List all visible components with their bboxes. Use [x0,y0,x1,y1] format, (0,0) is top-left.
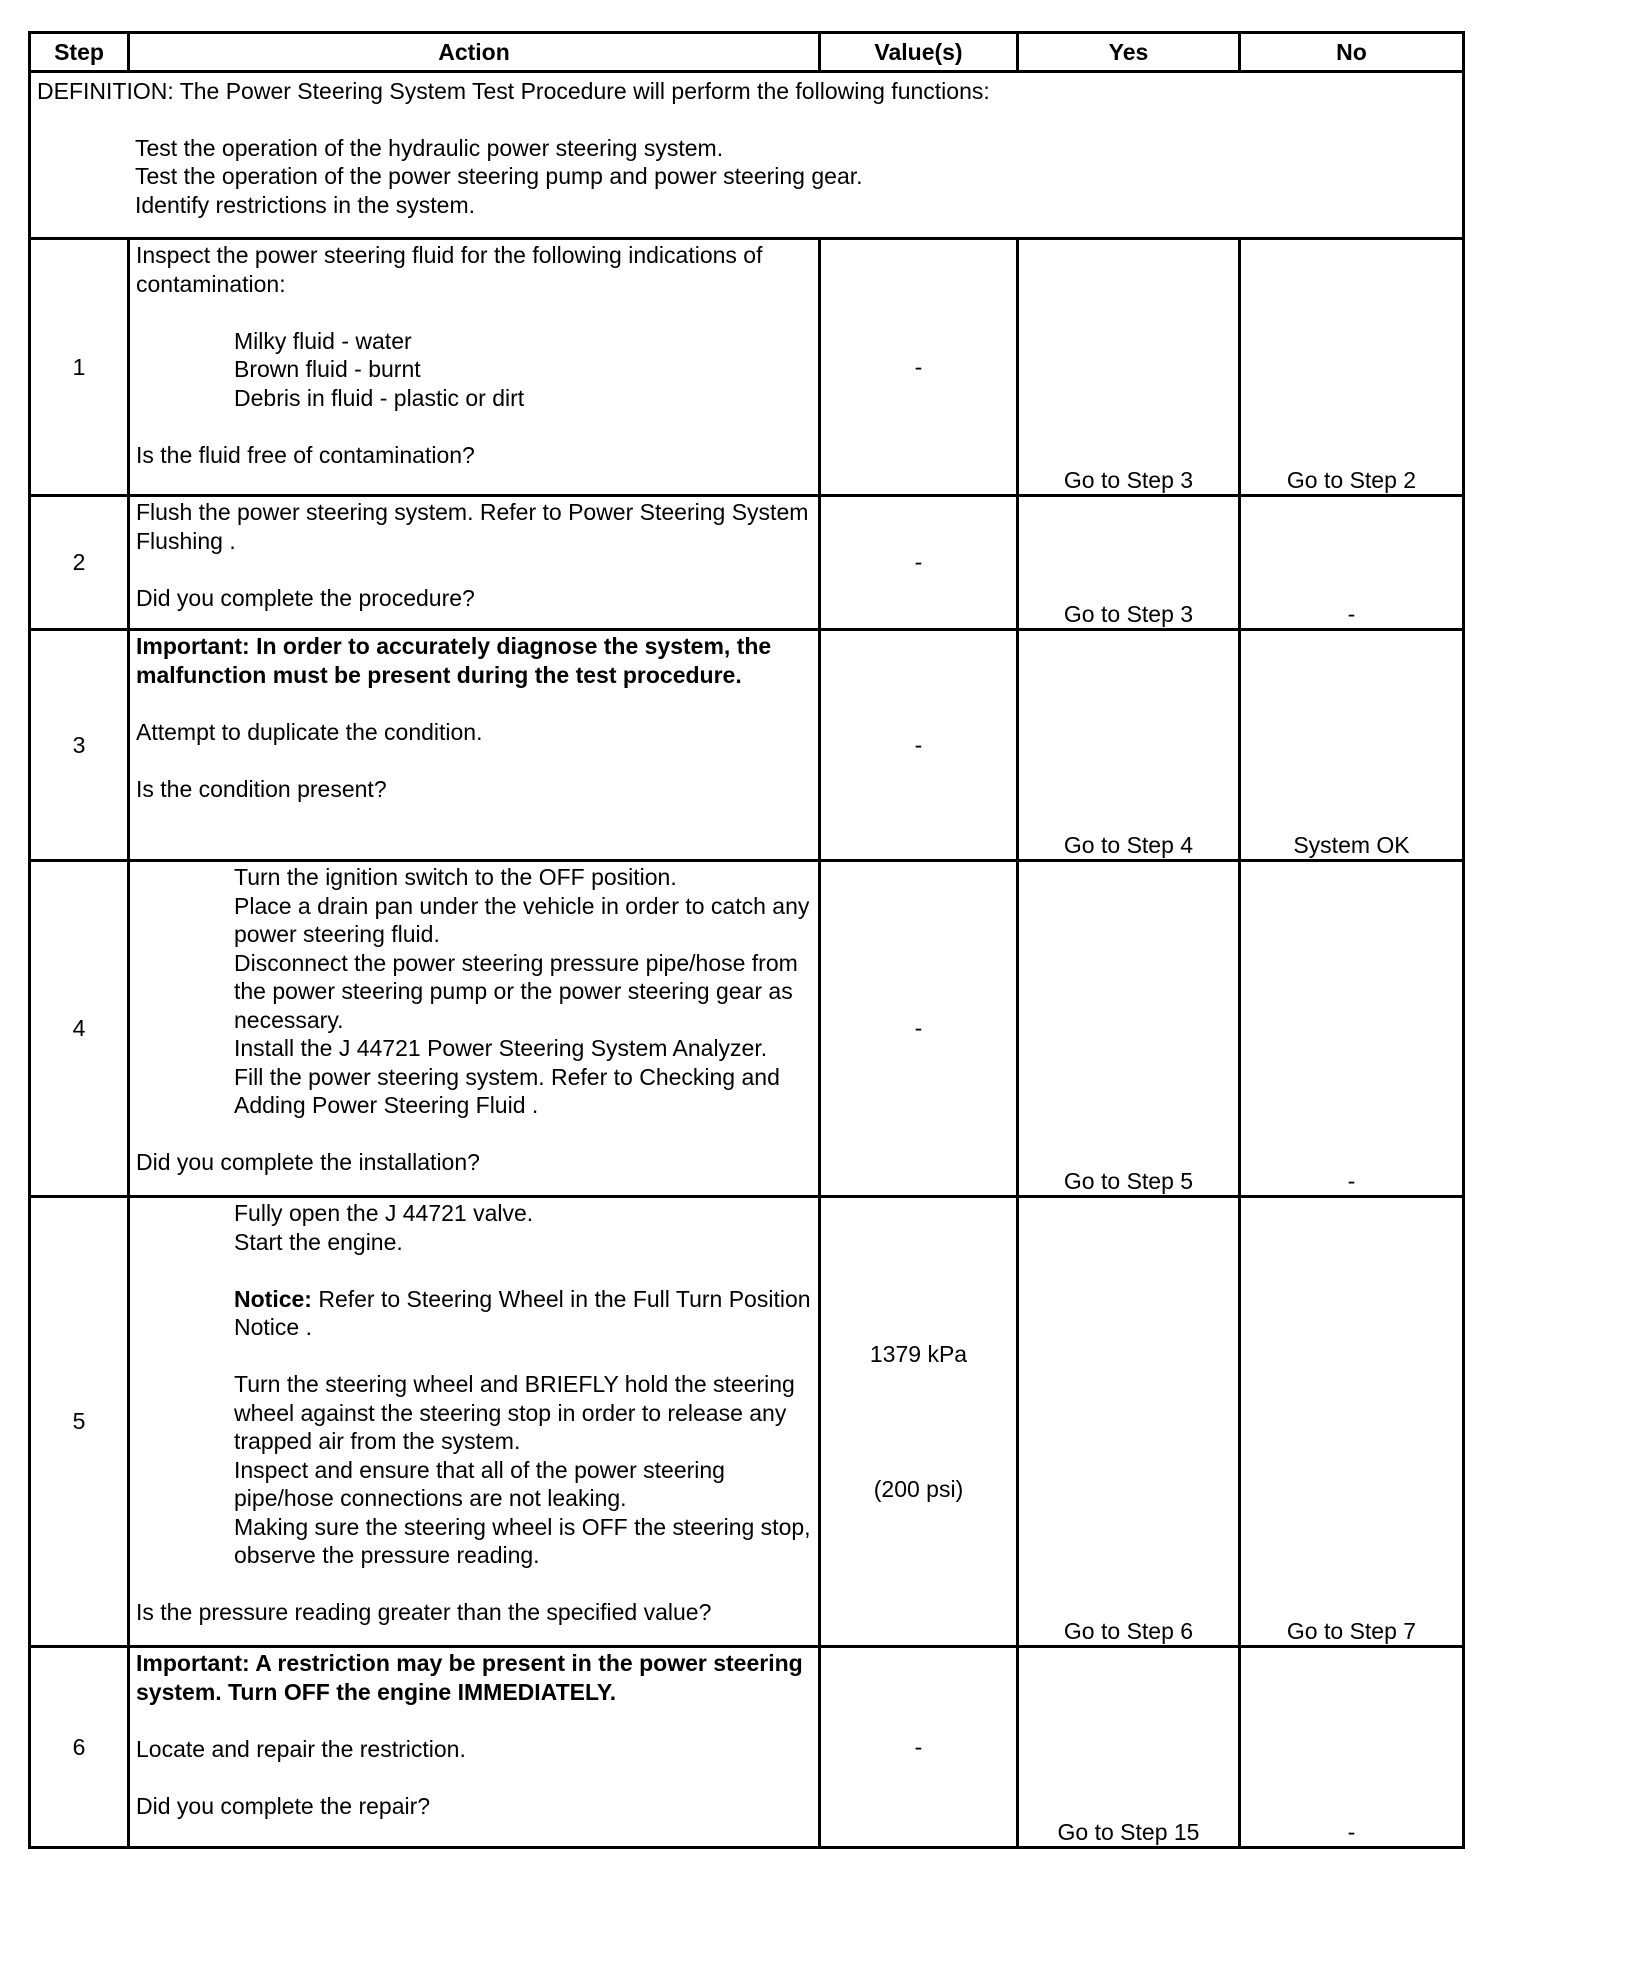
value-kpa: 1379 kPa [869,1341,968,1367]
action-list-item: Disconnect the power steering pressure pipe/hose from the power steering pump or the power steering gear as necessary. [234,949,798,1033]
action-question: Did you complete the installation? [136,1149,480,1175]
important-note: Important: A restriction may be present in the power steering system. Turn OFF the engine IMMEDIATELY. [136,1650,803,1705]
action-list-item: Debris in fluid - plastic or dirt [234,384,525,411]
step-action [129,861,820,1197]
step-no: - [1240,861,1464,1197]
definition-item: Identify restrictions in the system. [135,191,476,218]
step-yes: Go to Step 15 [1018,1647,1240,1848]
header-action: Action [129,33,820,72]
definition-item: Test the operation of the power steering pump and power steering gear. [135,163,863,189]
step-no: System OK [1240,630,1464,861]
action-list-item: Milky fluid - water [234,327,412,354]
step-value [820,1197,1018,1647]
step-value: - [820,239,1018,496]
step-number: 4 [30,861,129,1197]
step-yes: Go to Step 6 [1018,1197,1240,1647]
step-number: 2 [30,496,129,630]
step-yes: Go to Step 4 [1018,630,1240,861]
action-question: Is the pressure reading greater than the specified value? [136,1599,712,1625]
step-action [129,630,820,861]
notice-note [234,1285,812,1342]
step-action [129,239,820,496]
step-no: - [1240,496,1464,630]
step-action [129,1197,820,1647]
step-no: Go to Step 7 [1240,1197,1464,1647]
definition-row [30,72,1464,239]
action-intro: Inspect the power steering fluid for the following indications of contamination: [136,242,763,297]
action-list-item: Fully open the J 44721 valve. [234,1200,534,1226]
action-list-item: Turn the steering wheel and BRIEFLY hold the steering wheel against the steering stop in order to release any trapped air from the system. [234,1371,795,1454]
step-no: Go to Step 2 [1240,239,1464,496]
diagnostic-table [28,31,1465,1849]
step-no: - [1240,1647,1464,1848]
step-row-1 [30,239,1464,496]
step-number: 6 [30,1647,129,1848]
step-number: 5 [30,1197,129,1647]
step-action [129,1647,820,1848]
step-value: - [820,630,1018,861]
action-text: Attempt to duplicate the condition. [136,718,483,745]
step-value: - [820,1647,1018,1848]
step-row-3 [30,630,1464,861]
step-row-2 [30,496,1464,630]
action-list-item: Install the J 44721 Power Steering System Analyzer. [234,1035,768,1061]
step-row-4 [30,861,1464,1197]
action-intro: Flush the power steering system. Refer to Power Steering System Flushing . [136,499,809,554]
action-list-item: Fill the power steering system. Refer to Checking and Adding Power Steering Fluid . [234,1063,780,1118]
action-list-item: Start the engine. [234,1228,403,1255]
definition-cell [30,72,1464,239]
action-list-item: Turn the ignition switch to the OFF position. [234,864,677,890]
header-row [30,33,1464,72]
important-note: Important: In order to accurately diagnose the system, the malfunction must be present during the test procedure. [136,633,772,688]
step-yes: Go to Step 5 [1018,861,1240,1197]
step-number: 1 [30,239,129,496]
header-no: No [1240,33,1464,72]
header-step: Step [30,33,129,72]
step-value: - [820,496,1018,630]
action-text: Locate and repair the restriction. [136,1735,466,1762]
action-list-item: Place a drain pan under the vehicle in order to catch any power steering fluid. [234,892,810,947]
value-psi: (200 psi) [873,1475,964,1502]
step-number: 3 [30,630,129,861]
action-list-item: Inspect and ensure that all of the power steering pipe/hose connections are not leaking. [234,1456,725,1511]
definition-item: Test the operation of the hydraulic power steering system. [135,134,724,161]
action-list-item: Brown fluid - burnt [234,356,421,382]
action-question: Did you complete the procedure? [136,584,475,611]
action-question: Did you complete the repair? [136,1792,431,1819]
step-row-6 [30,1647,1464,1848]
notice-text: Refer to Steering Wheel in the Full Turn Position Notice . [234,1285,811,1340]
step-yes: Go to Step 3 [1018,239,1240,496]
step-value: - [820,861,1018,1197]
notice-label: Notice: [234,1285,312,1312]
header-values: Value(s) [820,33,1018,72]
header-yes: Yes [1018,33,1240,72]
action-question: Is the fluid free of contamination? [136,441,475,468]
step-action [129,496,820,630]
action-question: Is the condition present? [136,775,387,802]
step-yes: Go to Step 3 [1018,496,1240,630]
action-list-item: Making sure the steering wheel is OFF the steering stop, observe the pressure reading. [234,1513,811,1568]
definition-heading: DEFINITION: The Power Steering System Test Procedure will perform the following functions: [37,78,990,104]
step-row-5 [30,1197,1464,1647]
